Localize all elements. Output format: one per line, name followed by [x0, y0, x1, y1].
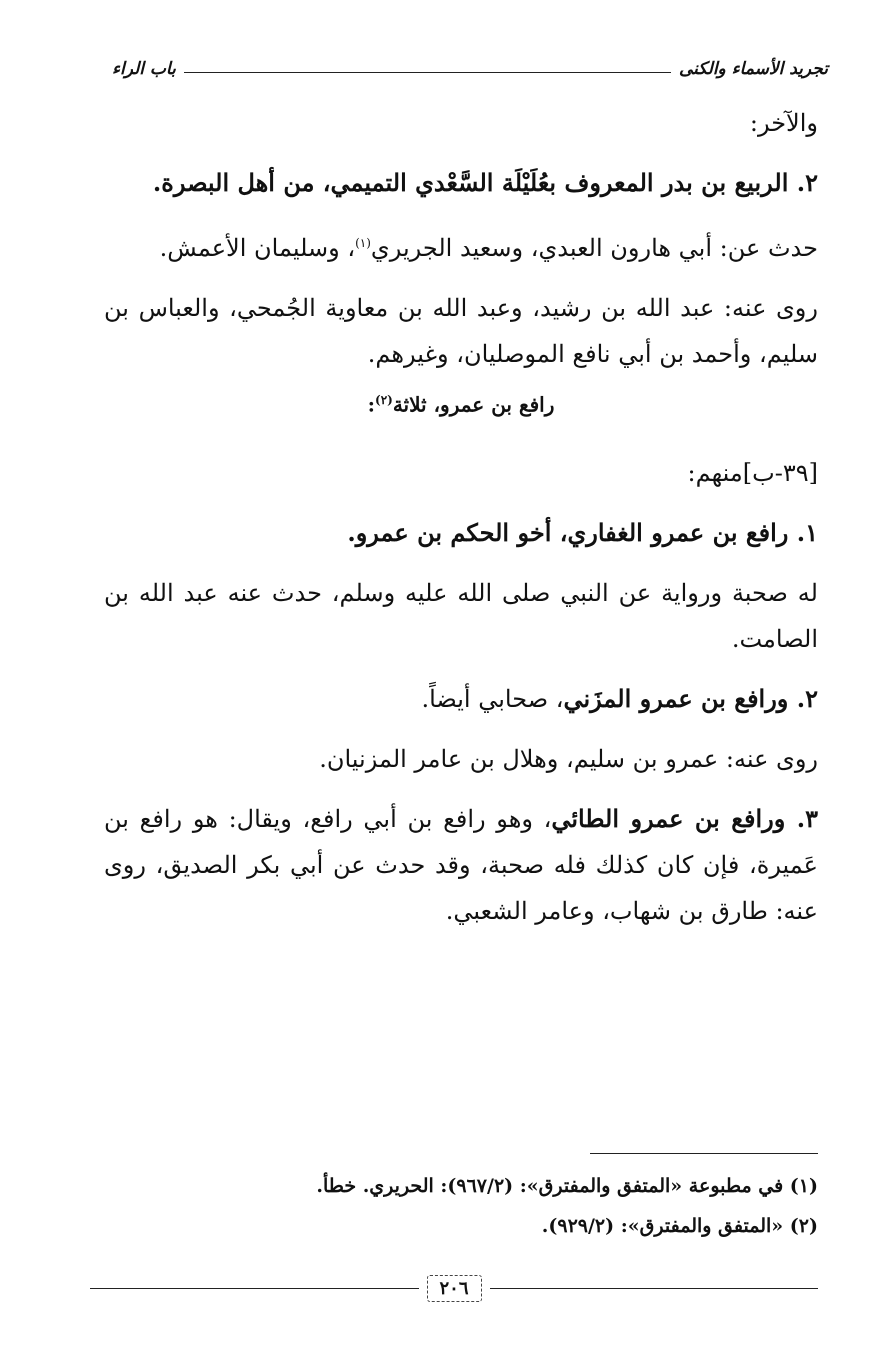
header-chapter-title: باب الراء — [112, 59, 176, 79]
footnotes — [104, 1168, 818, 1248]
paragraph-narrated-from — [104, 220, 818, 271]
paragraph-intro: والآخر: — [749, 109, 818, 137]
section-heading-colon: : — [367, 392, 375, 417]
header-book-title: تجريد الأسماء والكنى — [678, 59, 828, 79]
running-header — [112, 52, 828, 86]
entry-2-name: ٢. ورافع بن عمرو المزَني — [563, 683, 818, 713]
page-number: ٢٠٦ — [427, 1275, 482, 1302]
narrated-from-text: حدث عن: أبي هارون العبدي، وسعيد الجريري — [370, 234, 818, 262]
entry-1-text: له صحبة ورواية عن النبي صلى الله عليه وسلم، حدث عنه عبد الله بن الصامت. — [104, 578, 818, 653]
entry-2-note: ، صحابي أيضاً. — [421, 684, 564, 713]
footer-rule-right — [490, 1288, 819, 1289]
header-rule — [184, 72, 671, 73]
section-heading-rafi — [104, 377, 818, 428]
entry-3-text: ، وهو رافع بن أبي رافع، ويقال: هو رافع بن عَميرة، فإن كان كذلك فله صحبة، وقد حدث عن أبي بكر الصديق، روى عنه: طارق بن شهاب، وعامر الشعبي. — [104, 804, 818, 925]
paragraph-narrated-by: روى عنه: عبد الله بن رشيد، وعبد الله بن معاوية الجُمحي، والعباس بن سليم، وأحمد بن أبي نافع الموصليان، وغيرهم. — [104, 294, 818, 368]
page-footer — [90, 1268, 818, 1308]
footnote-ref-2: (٢) — [375, 393, 393, 407]
footnote-ref-1: (١) — [355, 236, 371, 250]
entry-3-name: ٣. ورافع بن عمرو الطائي — [551, 803, 819, 833]
entry-2-text: روى عنه: عمرو بن سليم، وهلال بن عامر المزنيان. — [319, 744, 818, 773]
footnote-2: (٢) «المتفق والمفترق»: (٩٢٩/٢). — [541, 1215, 818, 1237]
footer-rule-left — [90, 1288, 419, 1289]
paragraph-folio-marker: [٣٩-ب]منهم: — [687, 458, 818, 487]
footnote-1: (١) في مطبوعة «المتفق والمفترق»: (٩٦٧/٢): الحريري. خطأ. — [316, 1175, 818, 1197]
entry-rabi-heading: ٢. الربيع بن بدر المعروف بعُلَيْلَة السَّعْدي التميمي، من أهل البصرة. — [152, 168, 818, 197]
entry-1-heading: ١. رافع بن عمرو الغفاري، أخو الحكم بن عمرو. — [347, 517, 818, 547]
entry-2-heading — [104, 676, 818, 722]
section-heading-text: رافع بن عمرو، ثلاثة — [392, 392, 555, 417]
entry-3 — [104, 796, 818, 934]
narrated-from-text-end: ، وسليمان الأعمش. — [159, 234, 356, 262]
footnote-separator — [590, 1153, 818, 1154]
main-text — [104, 100, 818, 934]
